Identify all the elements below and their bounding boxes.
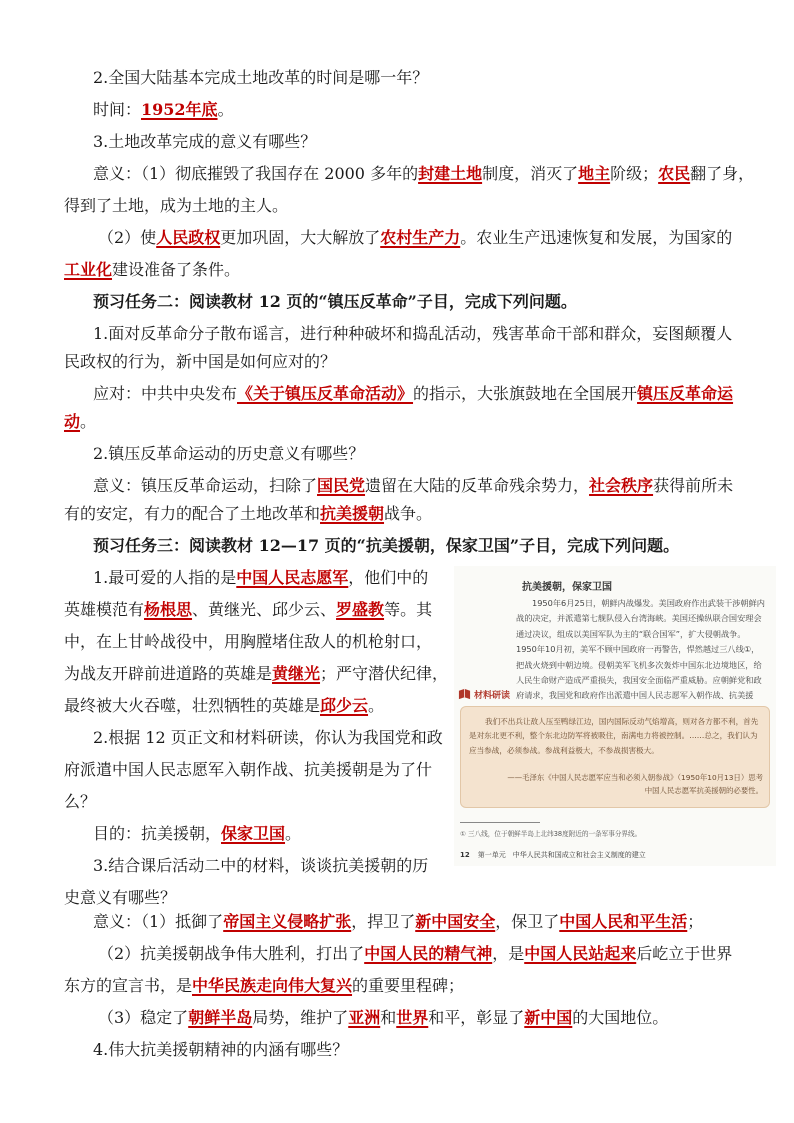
task3-q3-meaning-3: （3）稳定了朝鲜半岛局势，维护了亚洲和世界和平，彰显了新中国的大国地位。: [98, 1008, 669, 1027]
material-source: ——毛泽东《中国人民志愿军应当和必须入朝参战》（1950年10月13日）思考中国人民志愿军抗美援朝的必要性。: [507, 773, 763, 795]
task3-q1-line2: 英雄模范有杨根思、黄继光、邱少云、罗盛教等。其: [64, 600, 433, 619]
keyword: 新中国: [524, 1008, 573, 1027]
task3-q3-line2: 史意义有哪些？: [64, 888, 177, 907]
keyword: 杨根思: [144, 600, 193, 619]
task3-q1-line5: 最终被大火吞噬，壮烈牺牲的英雄是邱少云。: [64, 696, 385, 715]
keyword: 亚洲: [348, 1008, 381, 1027]
task3-q3-meaning-2: （2）抗美援朝战争伟大胜利，打出了中国人民的精气神，是中国人民站起来后屹立于世界: [98, 944, 733, 963]
keyword: 《关于镇压反革命活动》: [237, 384, 414, 403]
keyword: 工业化: [64, 260, 113, 279]
task2-q2-answer-cont: 有的安定，有力的配合了土地改革和抗美援朝战争。: [64, 504, 433, 523]
material-text: 我们不出兵让敌人压至鸭绿江边，国内国际反动气焰增高，则对各方都不利，首先是对东北更不利，整个东北边防军将被吸住，南满电力将被控制。……总之，我们认为应当参战，必须参战。参战利益极大，不参战损害极大。: [469, 717, 759, 755]
task3-q2-line1: 2.根据 12 页正文和材料研读，你认为我国党和政: [93, 728, 443, 747]
keyword: 农村生产力: [380, 228, 461, 247]
task2-q1-line1: 1.面对反革命分子散布谣言，进行种种破坏和捣乱活动，残害革命干部和群众，妄图颠覆人: [93, 324, 733, 343]
q3-meaning-2: （2）使人民政权更加巩固，大大解放了农村生产力。农业生产迅速恢复和发展，为国家的: [98, 228, 733, 247]
task3-q3-meaning-2-cont: 东方的宣言书，是中华民族走向伟大复兴的重要里程碑；: [64, 976, 465, 995]
task3-q2-line2: 府派遣中国人民志愿军入朝作战、抗美援朝是为了什: [64, 760, 433, 779]
task3-q1-line3: 中，在上甘岭战役中，用胸膛堵住敌人的机枪射口，: [64, 632, 433, 651]
keyword: 朝鲜半岛: [188, 1008, 253, 1027]
task2-heading: 预习任务二：阅读教材 12 页的“镇压反革命”子目，完成下列问题。: [93, 292, 577, 311]
material-box: [460, 706, 770, 808]
material-label: 材料研读: [474, 690, 511, 701]
keyword: 世界: [396, 1008, 429, 1027]
footnote-divider: [460, 822, 540, 823]
keyword: 黄继光: [272, 664, 321, 683]
q3-question: 3.土地改革完成的意义有哪些？: [93, 132, 317, 151]
task3-q1-line1: 1.最可爱的人指的是中国人民志愿军，他们中的: [93, 568, 429, 587]
keyword: 新中国安全: [415, 912, 496, 931]
figure-title: 抗美援朝，保家卫国: [522, 582, 612, 593]
keyword: 中国人民的精气神: [364, 944, 493, 963]
keyword: 镇压反革命运: [637, 384, 734, 403]
task3-heading: 预习任务三：阅读教材 12—17 页的“抗美援朝，保家卫国”子目，完成下列问题。: [93, 536, 680, 555]
task3-q3-meaning-1: 意义：（1）抵御了帝国主义侵略扩张，捍卫了新中国安全，保卫了中国人民和平生活；: [93, 912, 704, 931]
keyword: 中国人民站起来: [524, 944, 637, 963]
q3-meaning-1: 意义：（1）彻底摧毁了我国存在 2000 多年的封建土地制度，消灭了地主阶级；农民翻了身，: [93, 164, 755, 183]
q2-answer: 时间：1952年底。: [93, 100, 234, 119]
keyword: 1952年底: [141, 100, 218, 119]
figure-page-footer: [460, 850, 646, 860]
task2-q2-question: 2.镇压反革命运动的历史意义有哪些？: [93, 444, 365, 463]
task2-q1-line2: 民政权的行为，新中国是如何应对的？: [64, 352, 337, 371]
unit-title: 第一单元 中华人民共和国成立和社会主义制度的建立: [477, 851, 646, 859]
keyword: 中国人民和平生活: [559, 912, 688, 931]
book-icon: [458, 688, 471, 701]
keyword: 人民政权: [156, 228, 221, 247]
keyword: 地主: [578, 164, 611, 183]
q3-meaning-2-cont: 工业化建设准备了条件。: [64, 260, 241, 279]
task2-q1-answer-cont: 动。: [64, 412, 97, 431]
figure-footnote: ① 三八线，位于朝鲜半岛上北纬38度附近的一条军事分界线。: [460, 830, 642, 838]
keyword: 抗美援朝: [320, 504, 385, 523]
keyword: 动: [64, 412, 81, 431]
task3-q3-line1: 3.结合课后活动二中的材料，谈谈抗美援朝的历: [93, 856, 429, 875]
task3-q2-answer: 目的：抗美援朝，保家卫国。: [93, 824, 302, 843]
task3-q2-line3: 么？: [64, 792, 97, 811]
keyword: 帝国主义侵略扩张: [223, 912, 352, 931]
keyword: 中华民族走向伟大复兴: [192, 976, 353, 995]
keyword: 封建土地: [418, 164, 483, 183]
q2-question: 2.全国大陆基本完成土地改革的时间是哪一年？: [93, 68, 429, 87]
keyword: 农民: [658, 164, 691, 183]
keyword: 邱少云: [320, 696, 369, 715]
keyword: 国民党: [317, 476, 366, 495]
textbook-figure: [454, 566, 776, 866]
figure-body-text: 1950年6月25日，朝鲜内战爆发。美国政府作出武装干涉朝鲜内战的决定，并派遣第七舰队侵入台湾海峡。美国还操纵联合国安理会通过决议，组成以美国军队为主的“联合国军”，扩大侵朝战争。1950年10月初，美军不顾中国政府一再警告，悍然越过三八线①，把战火烧到中朝边境。侵朝美军飞机多次轰炸中国东北边境地区，给人民生命财产造成严重损失，我国安全面临严重威胁。应朝鲜党和政府请求，我国党和政府作出派遣中国人民志愿军入朝作战、抗美援: [516, 598, 765, 701]
task3-q1-line4: 为战友开辟前进道路的英雄是黄继光；严守潜伏纪律，: [64, 664, 449, 683]
q3-meaning-1-cont: 得到了土地，成为土地的主人。: [64, 196, 289, 215]
task2-q2-answer: 意义：镇压反革命运动，扫除了国民党遗留在大陆的反革命残余势力，社会秩序获得前所未: [93, 476, 734, 495]
task3-q4-question: 4.伟大抗美援朝精神的内涵有哪些？: [93, 1040, 349, 1059]
keyword: 保家卫国: [221, 824, 286, 843]
keyword: 中国人民志愿军: [236, 568, 349, 587]
page-number: 12: [460, 851, 470, 859]
material-tag: [458, 684, 516, 704]
keyword: 罗盛教: [336, 600, 385, 619]
task2-q1-answer: 应对：中共中央发布《关于镇压反革命活动》的指示，大张旗鼓地在全国展开镇压反革命运: [93, 384, 734, 403]
keyword: 社会秩序: [589, 476, 654, 495]
